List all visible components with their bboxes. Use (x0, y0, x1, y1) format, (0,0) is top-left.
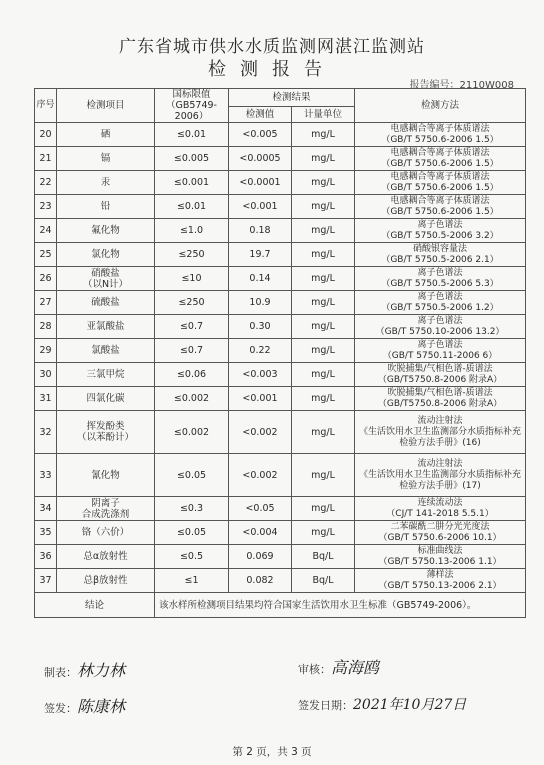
row-unit: Bq/L (292, 569, 355, 593)
row-item: 铅 (57, 195, 155, 219)
row-method: 二苯碳酰二肼分光光度法 （GB/T 5750.6-2006 10.1） (355, 521, 526, 545)
conclusion-label: 结论 (35, 593, 155, 618)
table-header-row (35, 89, 526, 107)
row-limit: ≤0.002 (155, 387, 229, 411)
header-unit: 计量单位 (292, 106, 355, 122)
issue-date-value: 2021年10月27日 (353, 697, 467, 713)
row-item: 三氯甲烷 (57, 363, 155, 387)
row-item: 氟化物 (57, 219, 155, 243)
row-number: 29 (35, 339, 57, 363)
report-number: 报告编号：2110W008 (409, 80, 514, 91)
row-limit: ≤0.05 (155, 521, 229, 545)
header-method: 检测方法 (355, 89, 526, 123)
row-value: 0.069 (229, 545, 292, 569)
row-limit: ≤250 (155, 291, 229, 315)
row-item: 总α放射性 (57, 545, 155, 569)
page-number: 第 2 页，共 3 页 (232, 746, 312, 758)
row-method: 离子色谱法 （GB/T 5750.11-2006 6） (355, 339, 526, 363)
row-unit: mg/L (292, 497, 355, 521)
row-value: 0.30 (229, 315, 292, 339)
reviewed-by (298, 655, 379, 678)
row-value: <0.003 (229, 363, 292, 387)
row-number: 24 (35, 219, 57, 243)
header-limit (155, 89, 229, 123)
row-method: 离子色谱法 （GB/T 5750.5-2006 1.2） (355, 291, 526, 315)
header-seq: 序号 (35, 89, 57, 123)
header-item: 检测项目 (57, 89, 155, 123)
row-number: 30 (35, 363, 57, 387)
row-method: 吹脱捕集/气相色谱-质谱法 （GB/T5750.8-2006 附录A） (355, 363, 526, 387)
table-row (35, 521, 526, 545)
row-unit: mg/L (292, 123, 355, 147)
reviewed-label: 审核： (298, 663, 331, 676)
conclusion-text: 该水样所检测项目结果均符合国家生活饮用水卫生标准（GB5749-2006）。 (155, 593, 526, 618)
row-method: 离子色谱法 （GB/T 5750.5-2006 5.3） (355, 267, 526, 291)
row-method: 标准曲线法 （GB/T 5750.13-2006 1.1） (355, 545, 526, 569)
row-limit: ≤250 (155, 243, 229, 267)
row-value: 0.18 (229, 219, 292, 243)
row-item: 阴离子 合成洗涤剂 (57, 497, 155, 521)
row-number: 23 (35, 195, 57, 219)
header-result: 检测结果 (229, 89, 355, 107)
conclusion-row (35, 593, 526, 618)
row-value: <0.001 (229, 387, 292, 411)
row-item: 氯酸盐 (57, 339, 155, 363)
row-method: 电感耦合等离子体质谱法 （GB/T 5750.6-2006 1.5） (355, 123, 526, 147)
table-row (35, 171, 526, 195)
row-unit: mg/L (292, 315, 355, 339)
row-number: 32 (35, 411, 57, 454)
table-row (35, 291, 526, 315)
row-value: <0.002 (229, 411, 292, 454)
table-row (35, 411, 526, 454)
row-method: 流动注射法 《生活饮用水卫生监测部分水质指标补充检验方法手册》(17) (355, 454, 526, 497)
row-unit: mg/L (292, 243, 355, 267)
table-row (35, 569, 526, 593)
table-row (35, 123, 526, 147)
table-row (35, 497, 526, 521)
row-limit: ≤10 (155, 267, 229, 291)
row-method: 流动注射法 《生活饮用水卫生监测部分水质指标补充检验方法手册》(16) (355, 411, 526, 454)
row-value: 10.9 (229, 291, 292, 315)
row-number: 22 (35, 171, 57, 195)
row-limit: ≤0.001 (155, 171, 229, 195)
row-limit: ≤0.002 (155, 411, 229, 454)
row-unit: mg/L (292, 291, 355, 315)
header-limit-line1: 国标限值 (172, 89, 211, 100)
row-value: <0.0001 (229, 171, 292, 195)
row-item: 镉 (57, 147, 155, 171)
row-value: 0.22 (229, 339, 292, 363)
row-number: 28 (35, 315, 57, 339)
row-limit: ≤0.005 (155, 147, 229, 171)
row-number: 33 (35, 454, 57, 497)
row-value: <0.05 (229, 497, 292, 521)
results-table (34, 88, 526, 618)
row-number: 36 (35, 545, 57, 569)
row-number: 27 (35, 291, 57, 315)
row-limit: ≤0.01 (155, 195, 229, 219)
row-item: 硝酸盐 （以N计） (57, 267, 155, 291)
row-unit: mg/L (292, 411, 355, 454)
row-unit: mg/L (292, 171, 355, 195)
row-unit: mg/L (292, 387, 355, 411)
row-number: 21 (35, 147, 57, 171)
row-number: 37 (35, 569, 57, 593)
row-value: <0.004 (229, 521, 292, 545)
row-value: 0.082 (229, 569, 292, 593)
row-limit: ≤0.5 (155, 545, 229, 569)
issue-date (298, 694, 466, 714)
issue-date-label: 签发日期： (298, 699, 353, 712)
report-title: 检测报告 (208, 59, 336, 80)
row-value: 19.7 (229, 243, 292, 267)
row-item: 汞 (57, 171, 155, 195)
row-unit: mg/L (292, 147, 355, 171)
row-limit: ≤1.0 (155, 219, 229, 243)
row-item: 铬（六价） (57, 521, 155, 545)
row-number: 20 (35, 123, 57, 147)
row-item: 亚氯酸盐 (57, 315, 155, 339)
row-limit: ≤0.05 (155, 454, 229, 497)
row-value: <0.0005 (229, 147, 292, 171)
row-item: 总β放射性 (57, 569, 155, 593)
row-method: 电感耦合等离子体质谱法 （GB/T 5750.6-2006 1.5） (355, 147, 526, 171)
table-row (35, 387, 526, 411)
row-method: 连续流动法 （CJ/T 141-2018 5.5.1） (355, 497, 526, 521)
issued-by (44, 694, 125, 717)
row-limit: ≤1 (155, 569, 229, 593)
table-row (35, 315, 526, 339)
table-row (35, 243, 526, 267)
row-number: 34 (35, 497, 57, 521)
row-value: <0.005 (229, 123, 292, 147)
row-method: 电感耦合等离子体质谱法 （GB/T 5750.6-2006 1.5） (355, 195, 526, 219)
row-value: 0.14 (229, 267, 292, 291)
row-item: 氯化物 (57, 243, 155, 267)
row-method: 硝酸银容量法 （GB/T 5750.5-2006 2.1） (355, 243, 526, 267)
row-unit: mg/L (292, 454, 355, 497)
row-unit: mg/L (292, 267, 355, 291)
header-limit-line2: （GB5749-2006） (166, 100, 217, 122)
row-limit: ≤0.7 (155, 315, 229, 339)
row-method: 离子色谱法 （GB/T 5750.10-2006 13.2） (355, 315, 526, 339)
row-item: 硫酸盐 (57, 291, 155, 315)
table-row (35, 219, 526, 243)
row-method: 离子色谱法 （GB/T 5750.5-2006 3.2） (355, 219, 526, 243)
table-row (35, 339, 526, 363)
table-row (35, 147, 526, 171)
row-item: 硒 (57, 123, 155, 147)
station-title: 广东省城市供水水质监测网湛江监测站 (119, 37, 425, 57)
row-limit: ≤0.01 (155, 123, 229, 147)
row-unit: mg/L (292, 339, 355, 363)
table-row (35, 545, 526, 569)
row-unit: mg/L (292, 195, 355, 219)
prepared-signature: 林力林 (77, 661, 126, 680)
reviewed-signature: 高海鸥 (331, 658, 380, 677)
row-unit: Bq/L (292, 545, 355, 569)
row-method: 吹脱捕集/气相色谱-质谱法 （GB/T5750.8-2006 附录A） (355, 387, 526, 411)
prepared-label: 制表： (44, 666, 77, 679)
header-value: 检测值 (229, 106, 292, 122)
row-number: 25 (35, 243, 57, 267)
prepared-by (44, 658, 125, 681)
row-unit: mg/L (292, 363, 355, 387)
table-row (35, 363, 526, 387)
row-item: 挥发酚类 （以苯酚计） (57, 411, 155, 454)
row-method: 电感耦合等离子体质谱法 （GB/T 5750.6-2006 1.5） (355, 171, 526, 195)
issued-label: 签发： (44, 702, 77, 715)
row-unit: mg/L (292, 521, 355, 545)
issued-signature: 陈康林 (77, 697, 126, 716)
table-row (35, 195, 526, 219)
row-item: 氰化物 (57, 454, 155, 497)
row-limit: ≤0.06 (155, 363, 229, 387)
row-method: 薄样法 （GB/T 5750.13-2006 2.1） (355, 569, 526, 593)
row-number: 26 (35, 267, 57, 291)
row-limit: ≤0.3 (155, 497, 229, 521)
table-row (35, 267, 526, 291)
row-number: 35 (35, 521, 57, 545)
table-row (35, 454, 526, 497)
row-value: <0.001 (229, 195, 292, 219)
row-unit: mg/L (292, 219, 355, 243)
row-limit: ≤0.7 (155, 339, 229, 363)
row-item: 四氯化碳 (57, 387, 155, 411)
row-value: <0.002 (229, 454, 292, 497)
row-number: 31 (35, 387, 57, 411)
